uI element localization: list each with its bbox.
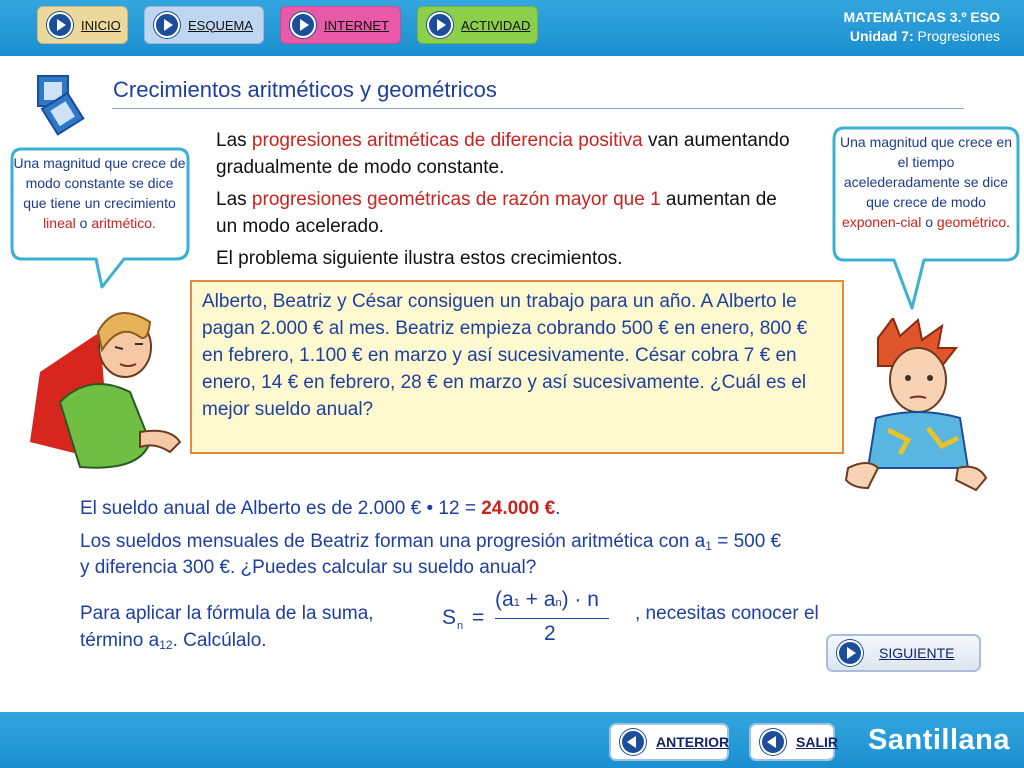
term-end: . Calcúlalo. [172, 630, 267, 651]
play-icon [427, 12, 453, 38]
beatriz-text: Los sueldos mensuales de Beatriz forman una progresión aritmética con a [80, 531, 706, 552]
alberto-answer [80, 496, 560, 522]
play-icon [154, 12, 180, 38]
formula-lhs: S [442, 606, 457, 629]
page-title: Crecimientos aritméticos y geométricos [113, 77, 497, 102]
subscript: 12 [159, 638, 173, 652]
siguiente-button[interactable] [826, 634, 981, 672]
an-subscript: n [555, 597, 562, 609]
term-text: término a [80, 630, 160, 651]
boy-illustration [838, 318, 988, 500]
intro-geometric [216, 186, 796, 240]
a1-subscript: 1 [513, 597, 520, 609]
unit-name: Progresiones [917, 28, 1000, 44]
play-icon [837, 640, 863, 666]
salir-button[interactable] [749, 723, 838, 761]
bubble-left-text [12, 153, 187, 233]
anterior-button[interactable] [609, 723, 729, 761]
numerator-open: (a [495, 588, 514, 611]
term-instruction [80, 628, 267, 658]
intro-highlight: progresiones aritméticas de diferencia positiva [251, 130, 643, 151]
unit-label: Unidad 7: [849, 28, 914, 44]
bubble-right-body: Una magnitud que crece en el tiempo acelederadamente se dice que crece de modo [840, 134, 1012, 210]
alberto-value: 24.000 € [481, 498, 556, 519]
nav-internet-label: INTERNET [324, 17, 389, 33]
brand-logo: Santillana [868, 724, 1010, 756]
subscript: 1 [705, 539, 712, 553]
bubble-right-highlight: exponen-cial [841, 214, 922, 230]
girl-illustration [20, 292, 192, 492]
formula-equals: = [472, 606, 485, 629]
intro-problem: El problema siguiente ilustra estos crecimientos. [216, 248, 623, 269]
formula-outro: , necesitas conocer el [635, 603, 819, 624]
formula-denominator: 2 [544, 622, 556, 645]
bubble-left-end: . [152, 215, 156, 231]
bottom-bar [0, 712, 1024, 768]
siguiente-label: SIGUIENTE [879, 645, 955, 661]
back-arrow-icon [620, 729, 646, 755]
beatriz-line-2: y diferencia 300 €. ¿Puedes calcular su sueldo anual? [80, 557, 537, 578]
nav-internet-button[interactable] [280, 6, 401, 44]
nav-actividad-button[interactable] [417, 6, 538, 44]
numerator-close: ) · n [561, 588, 599, 611]
top-bar [0, 0, 1024, 56]
problem-statement: Alberto, Beatriz y César consiguen un trabajo para un año. A Alberto le pagan 2.000 € al mes. Beatriz empieza cobrando 500 € en enero, 800 € en febrero, 1.100 € en marzo y así sucesivamente. César cobra 7 € en enero, 14 € en febrero, 28 € en marzo y así sucesivamente. ¿Cuál es el mejor sueldo anual? [190, 280, 844, 454]
nav-actividad-label: ACTIVIDAD [461, 17, 531, 33]
alberto-text: El sueldo anual de Alberto es de 2.000 € • 12 = [80, 498, 482, 519]
unit-logo-icon [34, 74, 90, 138]
bubble-right-text [838, 132, 1014, 232]
course-header [843, 8, 1000, 46]
bubble-left-highlight: lineal [43, 215, 76, 231]
formula-intro: Para aplicar la fórmula de la suma, [80, 603, 374, 624]
nav-inicio-button[interactable] [37, 6, 128, 44]
alberto-end: . [555, 498, 561, 519]
course-name: MATEMÁTICAS 3.º ESO [843, 9, 1000, 25]
intro-highlight: progresiones geométricas de razón mayor que 1 [251, 189, 661, 210]
nav-esquema-button[interactable] [144, 6, 264, 44]
bubble-left-body: Una magnitud que crece de modo constante se dice que tiene un crecimiento [13, 155, 186, 211]
title-divider [112, 108, 964, 109]
beatriz-value: = 500 € [711, 531, 782, 552]
formula-lhs-sub: n [457, 620, 464, 632]
sum-formula [440, 588, 615, 650]
play-icon [47, 12, 73, 38]
bubble-left-connector: o [75, 215, 92, 231]
salir-label: SALIR [796, 734, 838, 750]
bubble-left-highlight: aritmético [91, 215, 153, 231]
intro-arithmetic [216, 127, 796, 181]
nav-esquema-label: ESQUEMA [188, 17, 254, 33]
fraction-bar [495, 618, 609, 619]
intro-text: van aumentando gradualmente de modo constante. [216, 130, 790, 178]
intro-text: aumentan de un modo acelerado. [216, 189, 777, 237]
play-icon [290, 12, 316, 38]
intro-text: Las [216, 189, 252, 210]
bubble-right-highlight: geométrico [936, 214, 1007, 230]
nav-inicio-label: INICIO [81, 17, 121, 33]
anterior-label: ANTERIOR [656, 734, 730, 750]
formula-numerator [495, 588, 599, 612]
bubble-right-connector: o [921, 214, 937, 230]
bubble-right-end: . [1006, 214, 1011, 230]
numerator-plus: + a [525, 588, 556, 611]
intro-text: Las [216, 130, 252, 151]
back-arrow-icon [760, 729, 786, 755]
